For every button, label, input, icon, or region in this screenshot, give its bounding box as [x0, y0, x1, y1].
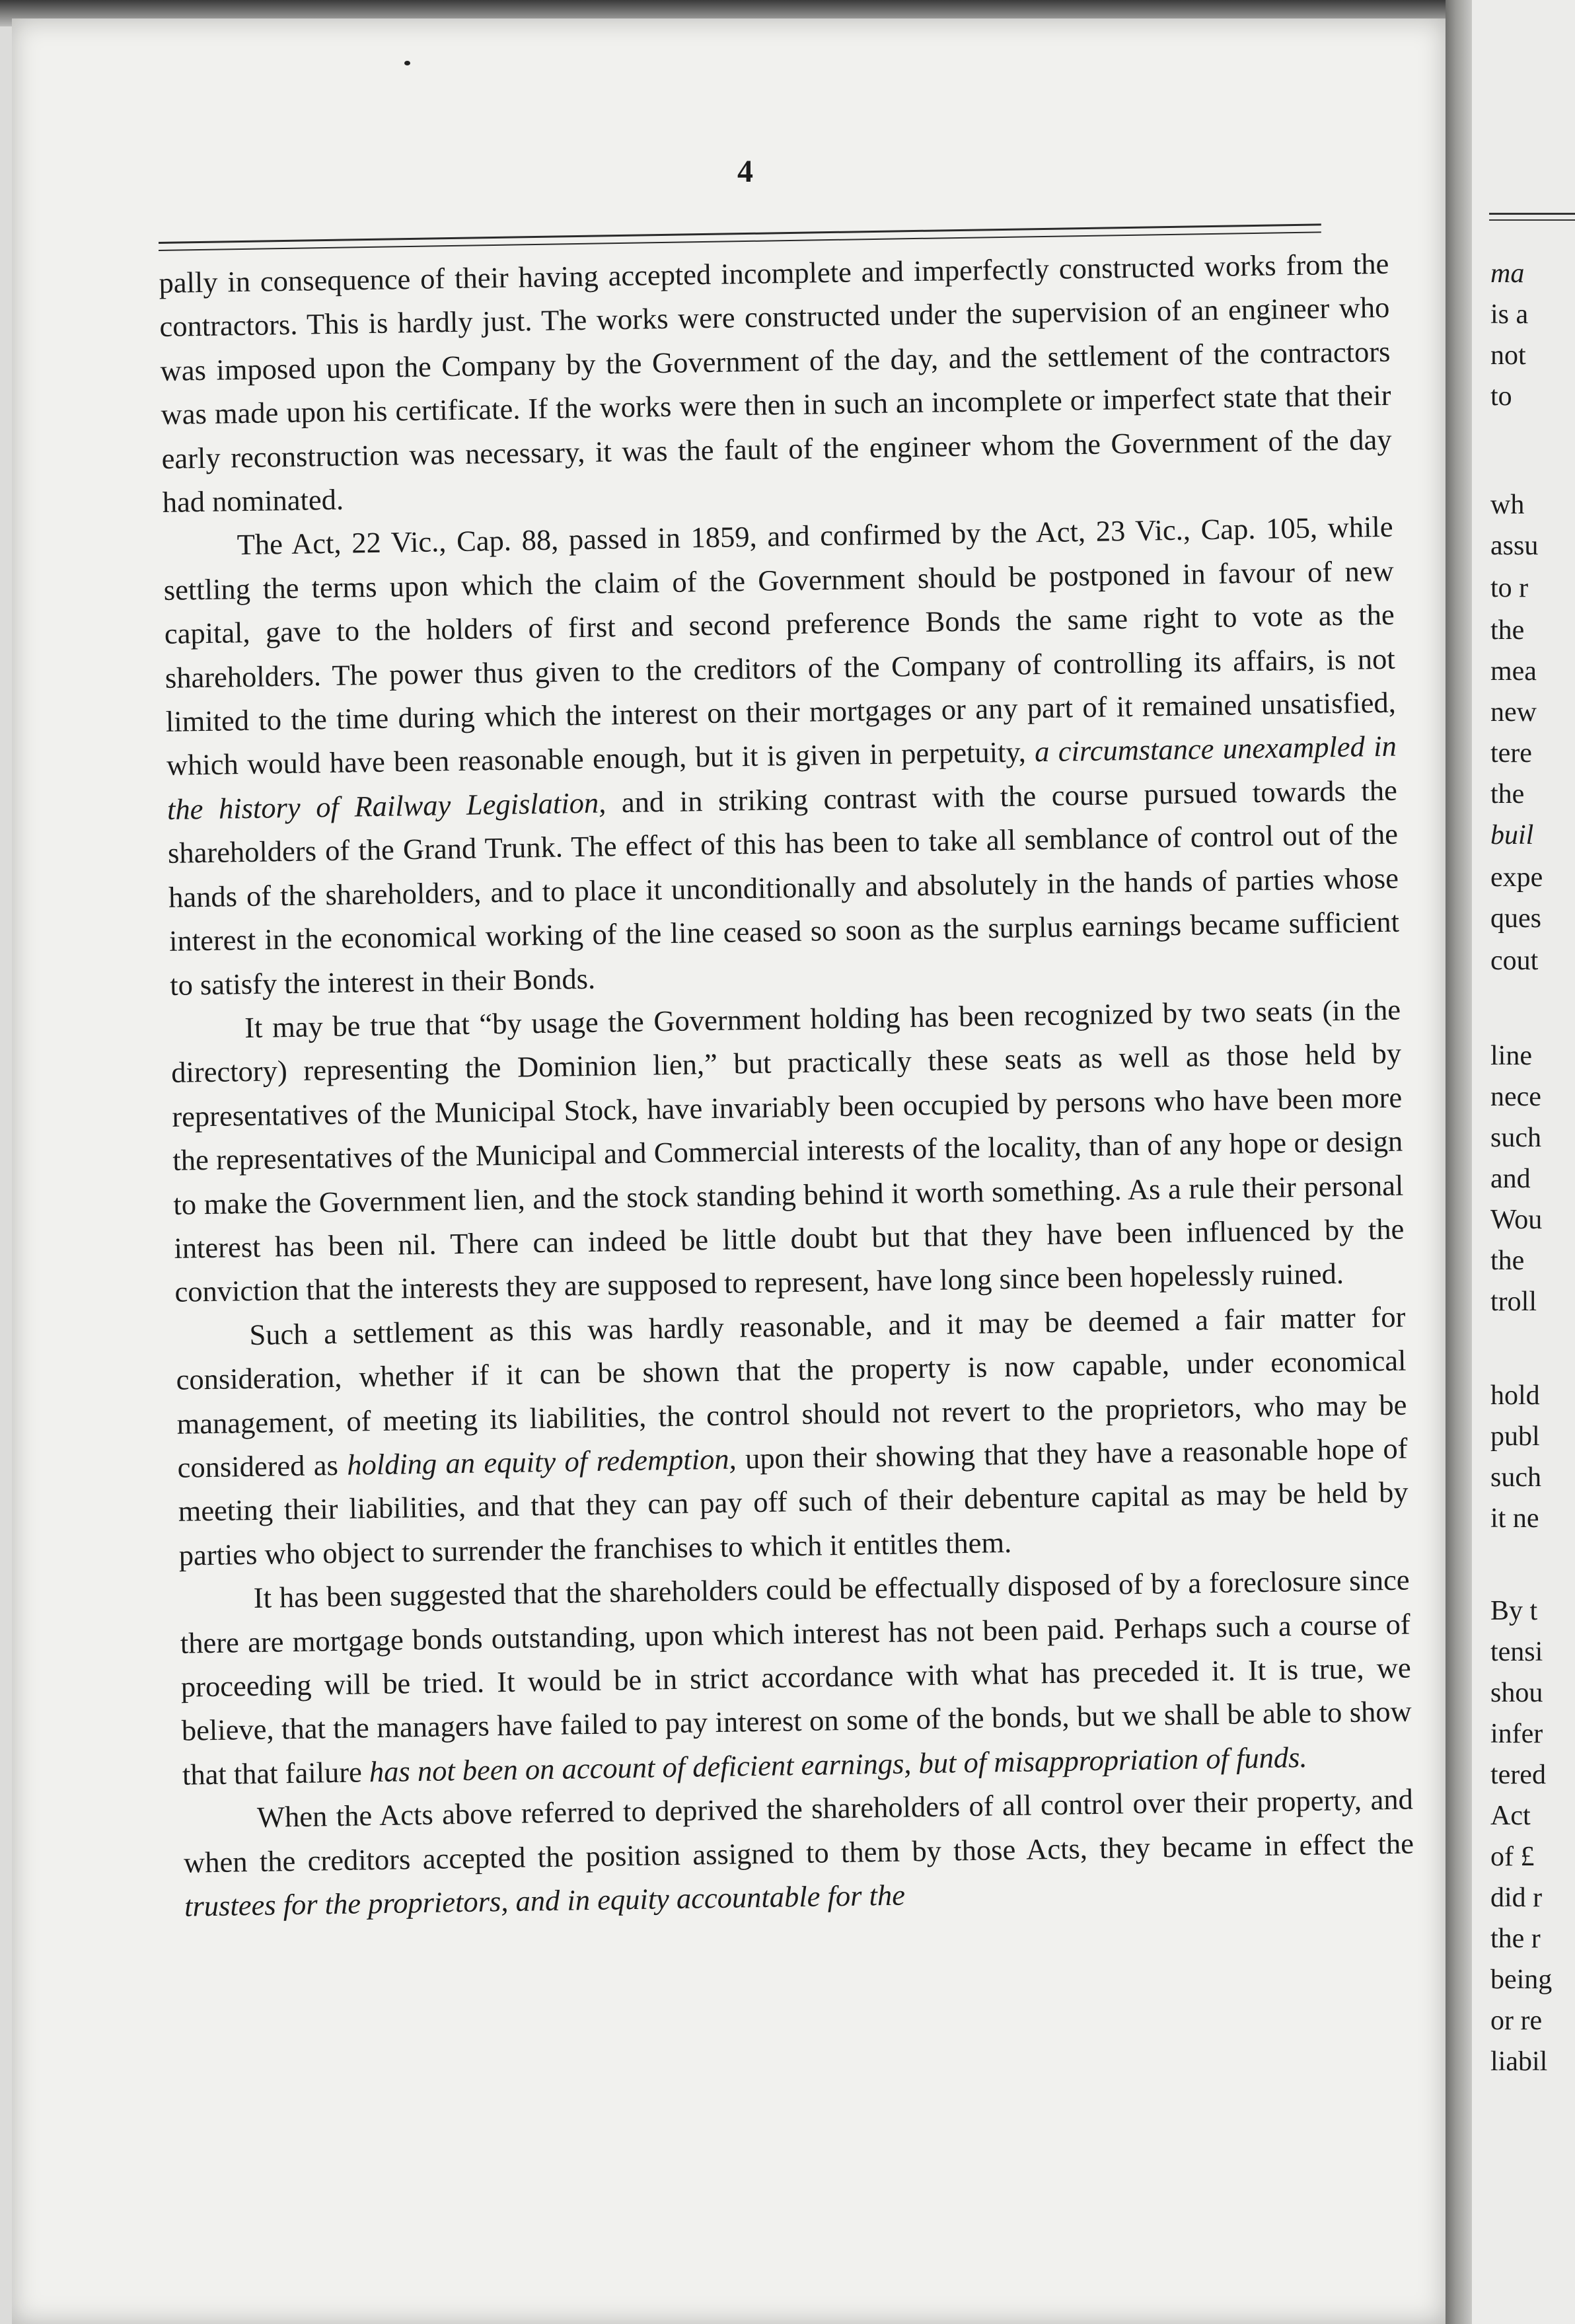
book-gutter — [1446, 0, 1472, 2324]
paragraph-foreclosure — [179, 1558, 1412, 1797]
body-text — [159, 242, 1414, 1928]
paragraph-text: upon their showing that they have a reasonable hope of meeting their liabilities, and that they can pay off such of their debenture capital as may be held by parties who object to surrender the franchises to which it entitles them. — [178, 1431, 1409, 1572]
italic-emphasis: trustees for the proprietors, and in equity accountable for the — [184, 1878, 906, 1923]
paragraph-continued: pally in consequence of their having accepted incomplete and imperfectly constructed works from the contractors. This is hardly just. The works were constructed under the supervision of an engineer who was imposed upon the Company by the Government of the day, and the settlement of the contractors was made upon his certificate. If the works were then in such an incomplete or imperfect state that their early reconstruction was necessary, it was the fault of the engineer whom the Government of the day had nominated. — [159, 246, 1392, 519]
facing-page-edge — [1472, 0, 1575, 2324]
facing-page-fragment: assu — [1490, 531, 1539, 561]
facing-page-fragment: mea — [1490, 656, 1537, 687]
facing-page-fragment: the r — [1490, 1924, 1541, 1954]
italic-emphasis: holding an equity of redemption, — [346, 1442, 737, 1481]
facing-page-fragment: shou — [1490, 1678, 1543, 1708]
facing-page-fragment: liabil — [1490, 2046, 1548, 2077]
facing-page-fragment: ques — [1490, 903, 1541, 934]
facing-page-rule — [1489, 219, 1575, 221]
paragraph-act-22-vic — [163, 505, 1400, 1007]
facing-page-fragment: it ne — [1490, 1503, 1539, 1534]
facing-page-fragment: nece — [1490, 1082, 1541, 1112]
paragraph-text: and in striking contrast with the course pursued towards the shareholders of the Grand Trunk. The effect of this has been to take all semblance of control out of the hands of the shareholders, and to place it unconditionally and absolutely in the hands of parties whose interest in the economical working of the line ceased so soon as the surplus earnings became sufficient to satisfy the interest in their Bonds. — [167, 773, 1400, 1002]
facing-page-fragment: not — [1490, 340, 1526, 371]
facing-page-fragment: new — [1490, 697, 1537, 728]
facing-page-fragment: of £ — [1490, 1842, 1535, 1872]
paragraph-text: When the Acts above referred to deprived the shareholders of all control over their property, and when the creditors accepted the position assigned to them by those Acts, they became in effect the — [183, 1782, 1414, 1879]
facing-page-fragment: or re — [1490, 2005, 1543, 2036]
facing-page-fragment: being — [1490, 1965, 1553, 1995]
paragraph-trustees — [183, 1778, 1415, 1928]
facing-page-fragment: hold — [1490, 1380, 1540, 1411]
facing-page-fragment: expe — [1490, 862, 1543, 893]
facing-page-fragment: ma — [1490, 258, 1525, 289]
facing-page-fragment: Act — [1490, 1801, 1531, 1831]
paragraph-text: Such a settlement as this was hardly reasonable, and it may be deemed a fair matter for consideration, whether if it can be shown that the property is now capable, under economical management, of meeting its liabilities, the control should not revert to the proprietors, who may be considered as — [176, 1300, 1407, 1484]
paragraph-text: The Act, 22 Vic., Cap. 88, passed in 1859, and confirmed by the Act, 23 Vic., Cap. 105, while settling the terms upon which the claim of the Government should be postponed in favour of new capital, gave to the holders of first and second preference Bonds the same right to vote as the shareholders. The power thus given to the creditors of the Company of controlling its affairs, is not limited to the time during which the interest on their mortgages or any part of it remained unsatisfied, which would have been reasonable enough, but it is given in perpetuity, — [163, 510, 1397, 782]
facing-page-fragment: line — [1490, 1041, 1532, 1071]
facing-page-fragment: cout — [1490, 946, 1539, 976]
italic-emphasis: has not been on account of deficient earnings, but of misappropriation of funds. — [369, 1740, 1307, 1789]
facing-page-fragment: the — [1490, 1246, 1525, 1276]
facing-page-fragment: to — [1490, 381, 1512, 412]
facing-page-fragment: wh — [1490, 490, 1525, 520]
facing-page-rule — [1489, 213, 1575, 215]
facing-page-fragment: tere — [1490, 738, 1532, 768]
facing-page-fragment: such — [1490, 1123, 1541, 1153]
paragraph-text: It has been suggested that the shareholders could be effectually disposed of by a foreclosure since there are mortgage bonds outstanding, upon which interest has not been paid. Perhaps such a course of proceeding will be tried. It would be in strict accordance with what has preceded it. It is true, we believe, that the managers have failed to pay interest on some of the bonds, but we shall be able to show that that failure — [180, 1563, 1412, 1791]
facing-page-fragment: to r — [1490, 573, 1529, 603]
italic-emphasis: a circumstance unexampled in the history of Railway Legislation, — [166, 730, 1397, 826]
facing-page-fragment: such — [1490, 1462, 1541, 1493]
facing-page-fragment: buil — [1490, 820, 1534, 850]
facing-page-fragment: tensi — [1490, 1637, 1543, 1667]
facing-page-fragment: tered — [1490, 1760, 1546, 1790]
facing-page-fragment: troll — [1490, 1287, 1537, 1317]
facing-page-fragment: the — [1490, 779, 1525, 809]
facing-page-fragment: is a — [1490, 299, 1529, 330]
facing-page-fragment: publ — [1490, 1421, 1540, 1452]
page-number: 4 — [737, 154, 753, 189]
facing-page-fragment: the — [1490, 615, 1525, 646]
ink-speck — [404, 61, 410, 65]
facing-page-fragment: infer — [1490, 1719, 1543, 1749]
paragraph-government-holding: It may be true that “by usage the Government holding has been recognized by two seats (in the directory) representing the Dominion lien,” but practically these seats as well as those held by representatives of the Municipal Stock, have invariably been occupied by persons who have been more the representatives of the Municipal and Commercial interests of the locality, than of any hope or design to make the Government lien, and the stock standing behind it worth something. As a rule their personal interest has been nil. There can indeed be little doubt but that they have been influenced by the conviction that the interests they are supposed to represent, have long since been hopelessly ruined. — [170, 993, 1405, 1309]
facing-page-fragment: Wou — [1490, 1205, 1543, 1235]
facing-page-fragment: did r — [1490, 1883, 1543, 1913]
paragraph-settlement — [175, 1294, 1409, 1577]
facing-page-fragment: and — [1490, 1164, 1531, 1194]
facing-page-fragment: By t — [1490, 1596, 1538, 1626]
